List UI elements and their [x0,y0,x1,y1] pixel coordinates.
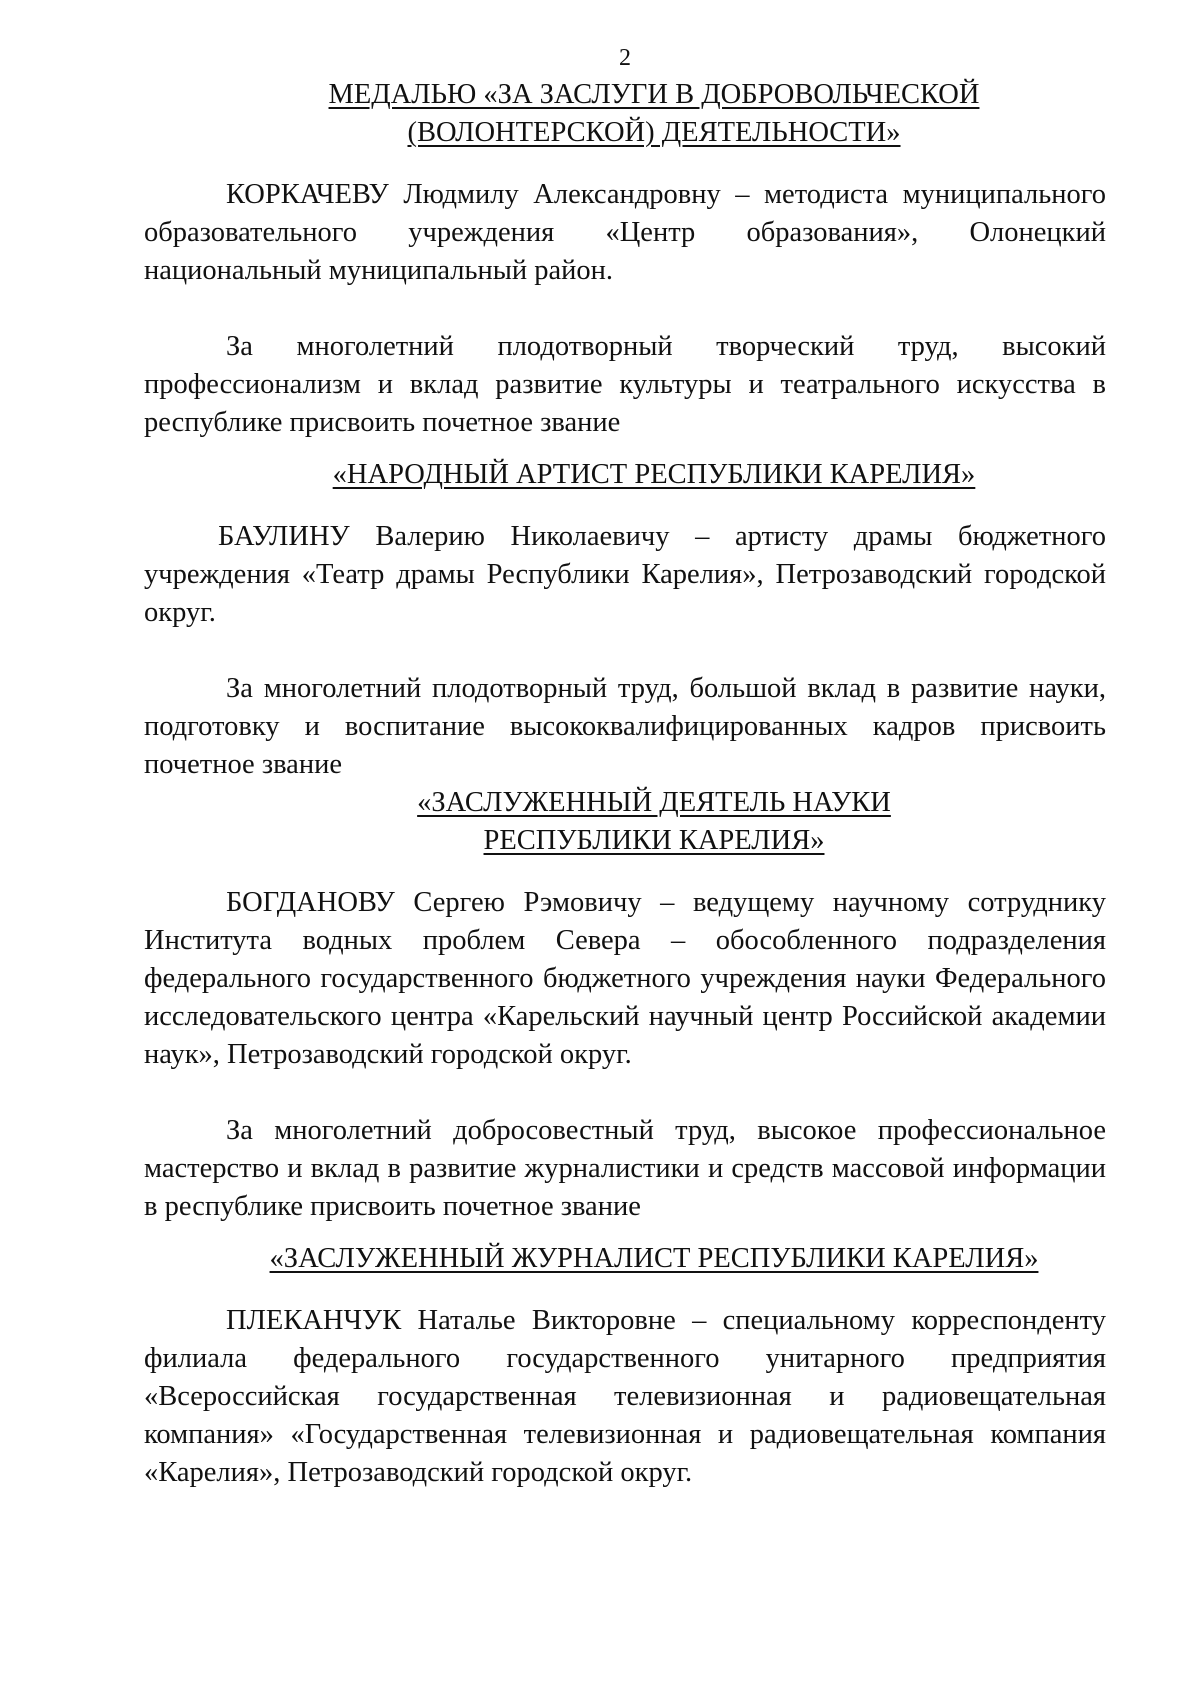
heading-line: «ЗАСЛУЖЕННЫЙ ЖУРНАЛИСТ РЕСПУБЛИКИ КАРЕЛИЯ» [269,1243,1039,1274]
page-number: 2 [619,45,631,71]
award-heading-medal [144,76,1106,152]
document-content [144,40,1106,1492]
heading-line: (ВОЛОНТЕРСКОЙ) ДЕЯТЕЛЬНОСТИ» [407,117,901,148]
awardee-paragraph: ПЛЕКАНЧУК Наталье Викторовне – специальному корреспонденту филиала федерального государственного унитарного предприятия «Всероссийская государственная телевизионная и радиовещательная компания» «Государственная телевизионная и радиовещательная компания «Карелия», Петрозаводский городской округ. [144,1305,1106,1488]
heading-line: «ЗАСЛУЖЕННЫЙ ДЕЯТЕЛЬ НАУКИ [417,787,891,818]
awardee-paragraph: КОРКАЧЕВУ Людмилу Александровну – методиста муниципального образовательного учреждения «Центр образования», Олонецкий национальный муниципальный район. [144,179,1106,286]
awardee-paragraph: БОГДАНОВУ Сергею Рэмовичу – ведущему научному сотруднику Института водных проблем Севера – обособленного подразделения федерального государственного бюджетного учреждения науки Федерального исследовательского центра «Карельский научный центр Российской академии наук», Петрозаводский городской округ. [144,887,1106,1070]
award-heading-honored-journalist [144,1240,1106,1278]
award-heading-honored-scientist [144,784,1106,860]
award-heading-peoples-artist [144,456,1106,494]
award-intro-paragraph: За многолетний плодотворный труд, большой вклад в развитие науки, подготовку и воспитание высококвалифицированных кадров присвоить почетное звание [144,673,1106,780]
heading-line: РЕСПУБЛИКИ КАРЕЛИЯ» [483,825,825,856]
heading-line: «НАРОДНЫЙ АРТИСТ РЕСПУБЛИКИ КАРЕЛИЯ» [332,459,976,490]
heading-line: МЕДАЛЬЮ «ЗА ЗАСЛУГИ В ДОБРОВОЛЬЧЕСКОЙ [328,79,980,110]
award-intro-paragraph: За многолетний добросовестный труд, высокое профессиональное мастерство и вклад в развитие журналистики и средств массовой информации в республике присвоить почетное звание [144,1115,1106,1222]
award-intro-paragraph: За многолетний плодотворный творческий труд, высокий профессионализм и вклад развитие культуры и театрального искусства в республике присвоить почетное звание [144,331,1106,438]
awardee-paragraph: БАУЛИНУ Валерию Николаевичу – артисту драмы бюджетного учреждения «Театр драмы Республики Карелия», Петрозаводский городской округ. [144,521,1106,628]
